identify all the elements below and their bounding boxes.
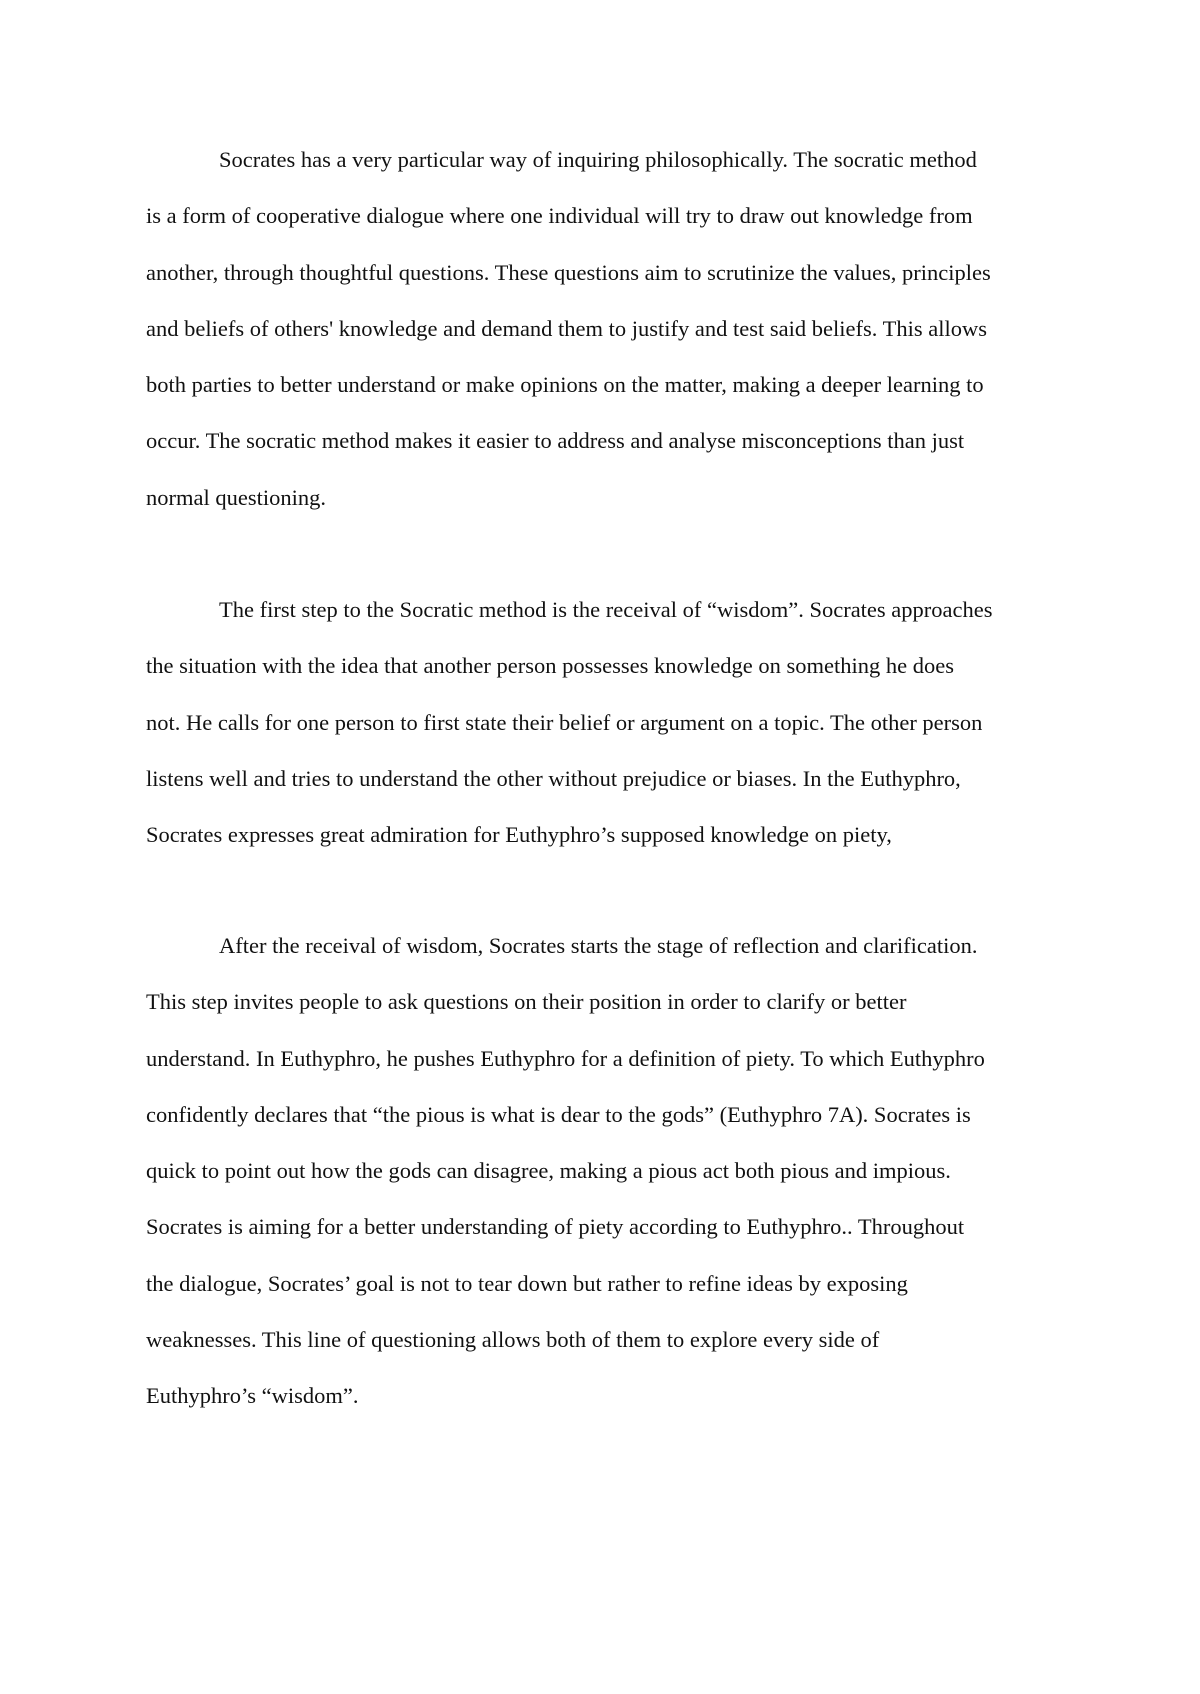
text-line: normal questioning. <box>146 484 326 510</box>
text-line: confidently declares that “the pious is what is dear to the gods” (Euthyphro 7A). Socrates is <box>146 1101 971 1127</box>
text-line: Euthyphro’s “wisdom”. <box>146 1383 359 1409</box>
text-line: Socrates has a very particular way of inquiring philosophically. The socratic method <box>219 147 977 172</box>
text-line: another, through thoughtful questions. These questions aim to scrutinize the values, principles <box>146 259 991 285</box>
text-line: Socrates is aiming for a better understanding of piety according to Euthyphro.. Throughout <box>146 1214 965 1240</box>
text-line: is a form of cooperative dialogue where one individual will try to draw out knowledge from <box>146 203 973 229</box>
text-line: both parties to better understand or make opinions on the matter, making a deeper learning to <box>146 372 984 398</box>
text-line: weaknesses. This line of questioning allows both of them to explore every side of <box>146 1327 880 1353</box>
text-line: not. He calls for one person to first state their belief or argument on a topic. The other person <box>146 709 983 735</box>
text-line: and beliefs of others' knowledge and demand them to justify and test said beliefs. This allows <box>146 315 987 341</box>
text-line: the dialogue, Socrates’ goal is not to tear down but rather to refine ideas by exposing <box>146 1270 908 1296</box>
paragraph-receival-of-wisdom <box>146 582 993 863</box>
text-line: The first step to the Socratic method is the receival of “wisdom”. Socrates approaches <box>219 597 993 622</box>
text-line: Socrates expresses great admiration for Euthyphro’s supposed knowledge on piety, <box>146 822 892 848</box>
text-line: occur. The socratic method makes it easier to address and analyse misconceptions than just <box>146 428 965 454</box>
paragraph-socratic-method-intro <box>146 132 991 526</box>
text-line: understand. In Euthyphro, he pushes Euthyphro for a definition of piety. To which Euthyphro <box>146 1045 985 1071</box>
text-line: the situation with the idea that another person possesses knowledge on something he does <box>146 653 954 679</box>
text-line: listens well and tries to understand the other without prejudice or biases. In the Euthyphro, <box>146 765 961 791</box>
text-line: After the receival of wisdom, Socrates starts the stage of reflection and clarification. <box>219 933 978 958</box>
text-line: quick to point out how the gods can disagree, making a pious act both pious and impious. <box>146 1158 951 1184</box>
text-line: This step invites people to ask questions on their position in order to clarify or better <box>146 989 907 1015</box>
paragraph-reflection-and-clarification <box>146 918 985 1425</box>
